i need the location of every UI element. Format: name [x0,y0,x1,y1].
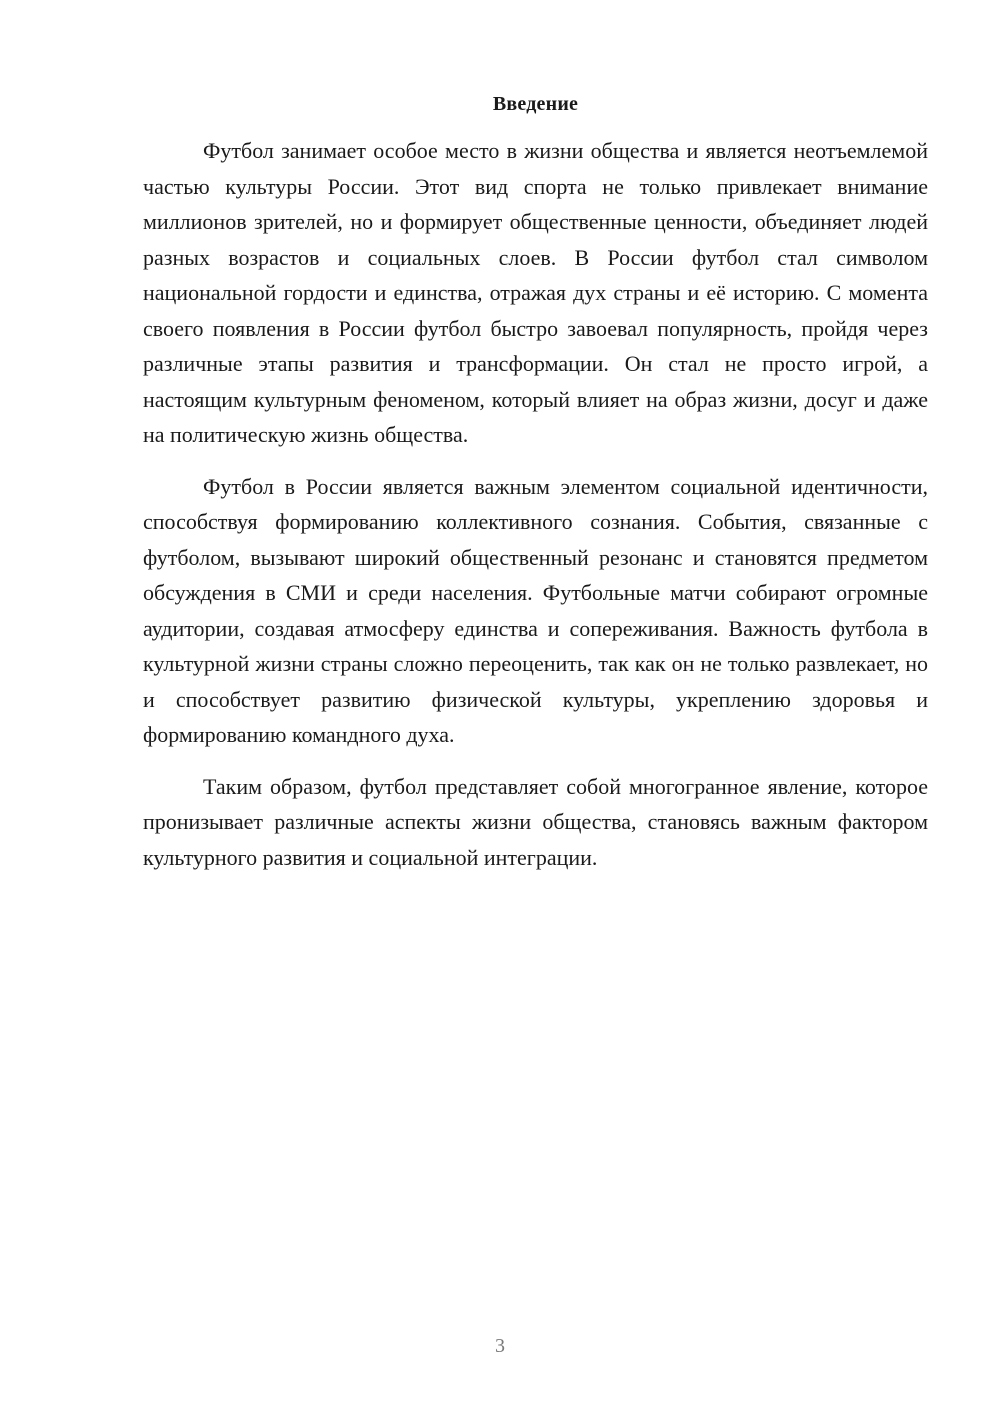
section-title: Введение [492,93,579,115]
page-content [143,92,928,891]
paragraph-3: Таким образом, футбол представляет собой многогранное явление, которое пронизывает различные аспекты жизни общества, становясь важным фактором культурного развития и социальной интеграции. [143,773,928,870]
paragraph-2: Футбол в России является важным элементом социальной идентичности, способствуя формированию коллективного сознания. События, связанные с футболом, вызывают широкий общественный резонанс и становятся предметом обсуждения в СМИ и среди населения. Футбольные матчи собирают огромные аудитории, создавая атмосферу единства и сопереживания. Важность футбола в культурной жизни страны сложно переоценить, так как он не только развлекает, но и способствует развитию физической культуры, укреплению здоровья и формированию командного духа. [143,473,928,747]
page-number: 3 [495,1335,505,1357]
paragraph-1: Футбол занимает особое место в жизни общества и является неотъемлемой частью культуры России. Этот вид спорта не только привлекает внимание миллионов зрителей, но и формирует общественные ценности, объединяет людей разных возрастов и социальных слоев. В России футбол стал символом национальной гордости и единства, отражая дух страны и её историю. С момента своего появления в России футбол быстро завоевал популярность, пройдя через различные этапы развития и трансформации. Он стал не просто игрой, а настоящим культурным феноменом, который влияет на образ жизни, досуг и даже на политическую жизнь общества. [143,138,928,447]
